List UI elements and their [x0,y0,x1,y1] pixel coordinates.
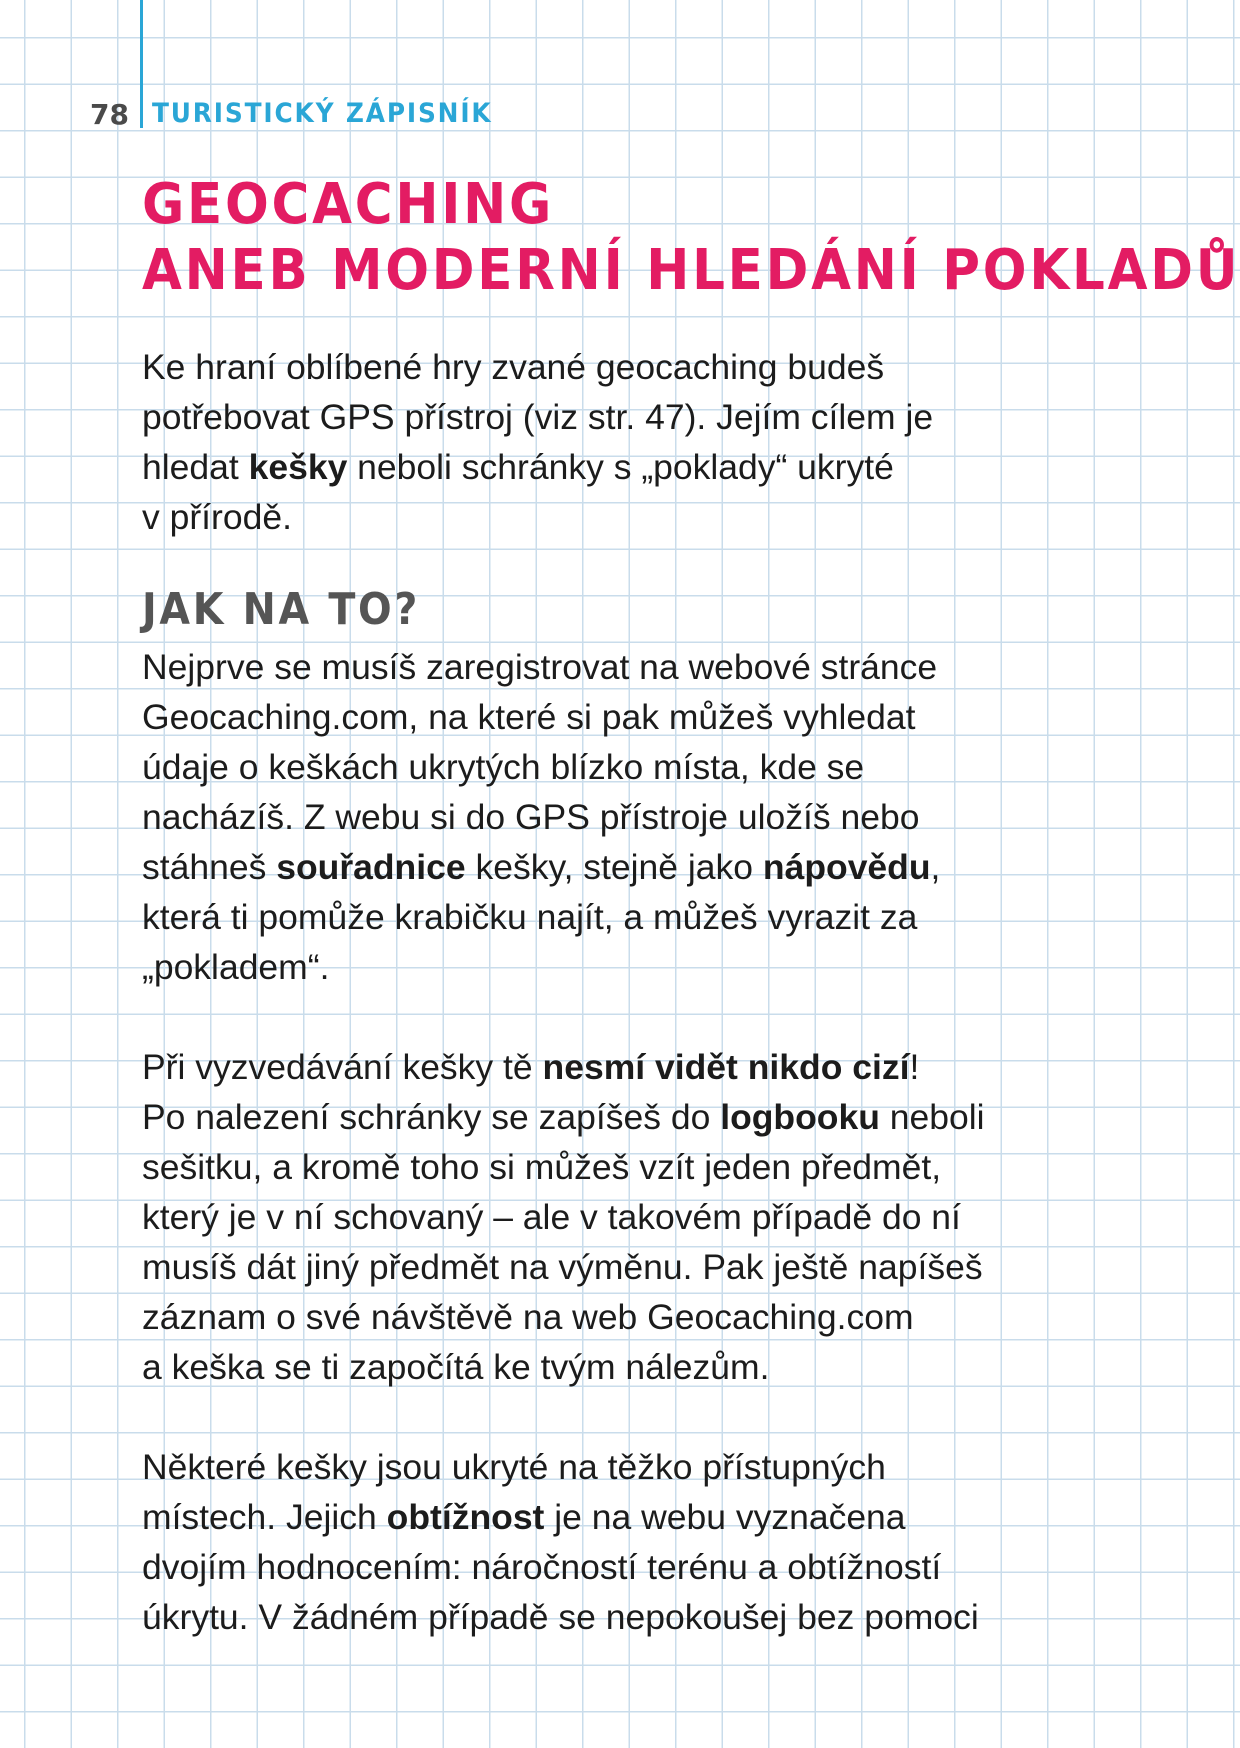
text-line: záznam o své návštěvě na web Geocaching.com [142,1297,914,1337]
page-number: 78 [90,98,129,131]
text-line: který je v ní schovaný – ale v takovém případě do ní [142,1197,961,1237]
text-line: údaje o keškách ukrytých blízko místa, kde se [142,747,865,787]
text-line: potřebovat GPS přístroj (viz str. 47). Jejím cílem je [142,397,934,437]
text-line: sešitku, a kromě toho si můžeš vzít jeden předmět, [142,1147,942,1187]
text-line: Některé kešky jsou ukryté na těžko přístupných [142,1447,886,1487]
text-line: Nejprve se musíš zaregistrovat na webové stránce [142,647,938,687]
text-line: úkrytu. V žádném případě se nepokoušej bez pomoci [142,1597,979,1637]
intro-paragraph [142,342,1102,542]
text-run: , [930,847,941,887]
bold-term-obtiznost: obtížnost [386,1497,545,1537]
text-line: nacházíš. Z webu si do GPS přístroje uložíš nebo [142,797,920,837]
text-run: Při vyzvedávání kešky tě [142,1047,543,1087]
notebook-margin-line [140,0,143,128]
title-line-2: ANEB MODERNÍ HLEDÁNÍ POKLADŮ [142,238,1240,303]
page-title [142,172,1240,304]
section-heading: JAK NA TO? [142,584,421,635]
text-line [142,1092,1102,1142]
bold-term-logbook: logbooku [720,1097,880,1137]
text-run: místech. Jejich [142,1497,387,1537]
text-line: v přírodě. [142,497,292,537]
paragraph-registration [142,642,1102,992]
bold-term-souradnice: souřadnice [276,847,466,887]
text-line [142,842,1102,892]
text-run: hledat [142,447,249,487]
text-run: neboli schránky s „poklady“ ukryté [347,447,894,487]
text-run: kešky, stejně jako [465,847,763,887]
text-line [142,442,1102,492]
text-run: stáhneš [142,847,277,887]
running-title: TURISTICKÝ ZÁPISNÍK [152,98,493,129]
text-line [142,1042,1102,1092]
text-line: která ti pomůže krabičku najít, a můžeš vyrazit za [142,897,918,937]
text-line: a keška se ti započítá ke tvým nálezům. [142,1347,770,1387]
bold-term-kesky: kešky [248,447,348,487]
title-line-1: GEOCACHING [142,172,555,237]
text-run: je na webu vyznačena [544,1497,906,1537]
text-run: ! [909,1047,920,1087]
text-line: dvojím hodnocením: náročností terénu a obtížností [142,1547,942,1587]
bold-term-napoveda: nápovědu [762,847,931,887]
text-line [142,1492,1102,1542]
text-line: musíš dát jiný předmět na výměnu. Pak ještě napíšeš [142,1247,983,1287]
text-run: neboli [879,1097,985,1137]
text-line: Ke hraní oblíbené hry zvané geocaching budeš [142,347,885,387]
bold-term-nesmi-videt: nesmí vidět nikdo cizí [542,1047,910,1087]
paragraph-difficulty [142,1442,1102,1642]
text-run: Po nalezení schránky se zapíšeš do [142,1097,721,1137]
paragraph-pickup [142,1042,1102,1392]
text-line: „pokladem“. [142,947,330,987]
text-line: Geocaching.com, na které si pak můžeš vyhledat [142,697,916,737]
